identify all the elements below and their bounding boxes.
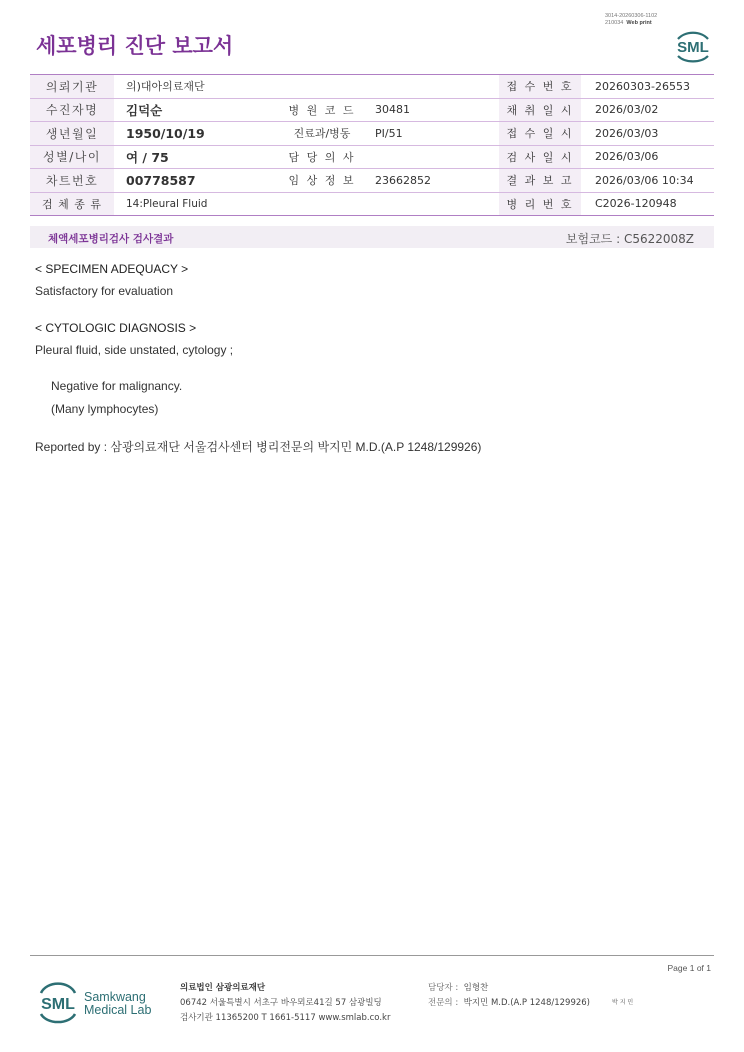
value-birth-date: 1950/10/19: [114, 122, 281, 146]
svg-text:SML: SML: [677, 39, 709, 56]
label-attending-doctor: 담 당 의 사: [281, 145, 363, 169]
label-test-date: 검 사 일 시: [499, 145, 581, 169]
patient-info-table: [30, 74, 714, 216]
value-patient-name: 김덕순: [114, 98, 281, 122]
info-row: [30, 75, 714, 99]
page-number: Page 1 of 1: [667, 963, 711, 973]
value-chart-number: 00778587: [114, 169, 281, 193]
svg-text:SML: SML: [41, 996, 75, 1013]
footer-divider: [30, 955, 714, 956]
label-birth-date: 생년월일: [30, 122, 114, 146]
finding-lymphocytes: (Many lymphocytes): [51, 402, 159, 416]
value-hospital-code: 30481: [363, 98, 499, 122]
reported-by: Reported by : 삼광의료재단 서울검사센터 병리전문의 박지민 M.D.(A.P 1248/129926): [35, 440, 482, 454]
company-name: Samkwang Medical Lab: [84, 990, 152, 1017]
info-row: [30, 192, 714, 216]
label-pathology-number: 병 리 번 호: [499, 192, 581, 216]
signature: 박 지 민: [612, 999, 634, 1006]
specimen-adequacy-text: Satisfactory for evaluation: [35, 284, 174, 298]
label-chart-number: 차트번호: [30, 169, 114, 193]
result-section-bar: [30, 226, 714, 248]
value-test-date: 2026/03/06: [581, 145, 714, 169]
staff-line: 담당자 : 임형찬: [428, 983, 489, 993]
value-accession-number: 20260303-26553: [581, 75, 714, 99]
print-meta-line1: 3014-20260306-1102: [605, 13, 658, 19]
info-row: [30, 169, 714, 193]
footer-organization: [180, 981, 390, 1026]
specialist-line: 전문의 : 박지민 M.D.(A.P 1248/129926): [428, 998, 590, 1008]
org-contact: 검사기관 11365200 T 1661-5117 www.smlab.co.kr: [180, 1013, 391, 1023]
footer-logo: [37, 980, 157, 1026]
info-row: [30, 122, 714, 146]
value-received-date: 2026/03/03: [581, 122, 714, 146]
value-clinical-info: 23662852: [363, 169, 499, 193]
value-pathology-number: C2026-120948: [581, 192, 714, 216]
sml-logo-icon: [37, 980, 79, 1026]
specimen-adequacy-header: < SPECIMEN ADEQUACY >: [35, 262, 189, 276]
label-specimen-type: 검 체 종 류: [30, 192, 114, 216]
value-requesting-institution: 의)대아의료재단: [114, 75, 499, 99]
label-patient-name: 수진자명: [30, 98, 114, 122]
label-department-ward: 진료과/병동: [281, 122, 363, 146]
value-attending-doctor: [363, 145, 499, 169]
print-meta: [605, 13, 657, 27]
footer-staff: [428, 981, 590, 1011]
print-meta-line2: 210034 Web print: [605, 20, 652, 26]
label-collection-date: 채 취 일 시: [499, 98, 581, 122]
insurance-code: 보험코드 : C5622008Z: [565, 232, 694, 246]
sml-logo-icon: [672, 27, 714, 65]
org-name: 의료법인 삼광의료재단: [180, 983, 266, 993]
value-collection-date: 2026/03/02: [581, 98, 714, 122]
value-specimen-type: 14:Pleural Fluid: [114, 192, 499, 216]
label-result-report: 결 과 보 고: [499, 169, 581, 193]
info-row: [30, 145, 714, 169]
label-received-date: 접 수 일 시: [499, 122, 581, 146]
cytologic-diagnosis-text: Pleural fluid, side unstated, cytology ;: [35, 343, 234, 357]
value-sex-age: 여 / 75: [114, 145, 281, 169]
label-sex-age: 성별/나이: [30, 145, 114, 169]
label-hospital-code: 병 원 코 드: [281, 98, 363, 122]
label-accession-number: 접 수 번 호: [499, 75, 581, 99]
value-result-report: 2026/03/06 10:34: [581, 169, 714, 193]
org-address: 06742 서울특별시 서초구 바우뫼로41길 57 삼광빌딩: [180, 998, 382, 1008]
cytologic-diagnosis-header: < CYTOLOGIC DIAGNOSIS >: [35, 321, 197, 335]
finding-negative: Negative for malignancy.: [51, 379, 183, 393]
value-department-ward: PI/51: [363, 122, 499, 146]
report-title: 세포병리 진단 보고서: [36, 34, 234, 58]
label-clinical-info: 임 상 정 보: [281, 169, 363, 193]
label-requesting-institution: 의뢰기관: [30, 75, 114, 99]
info-row: [30, 98, 714, 122]
section-title: 체액세포병리검사 검사결과: [48, 233, 174, 245]
